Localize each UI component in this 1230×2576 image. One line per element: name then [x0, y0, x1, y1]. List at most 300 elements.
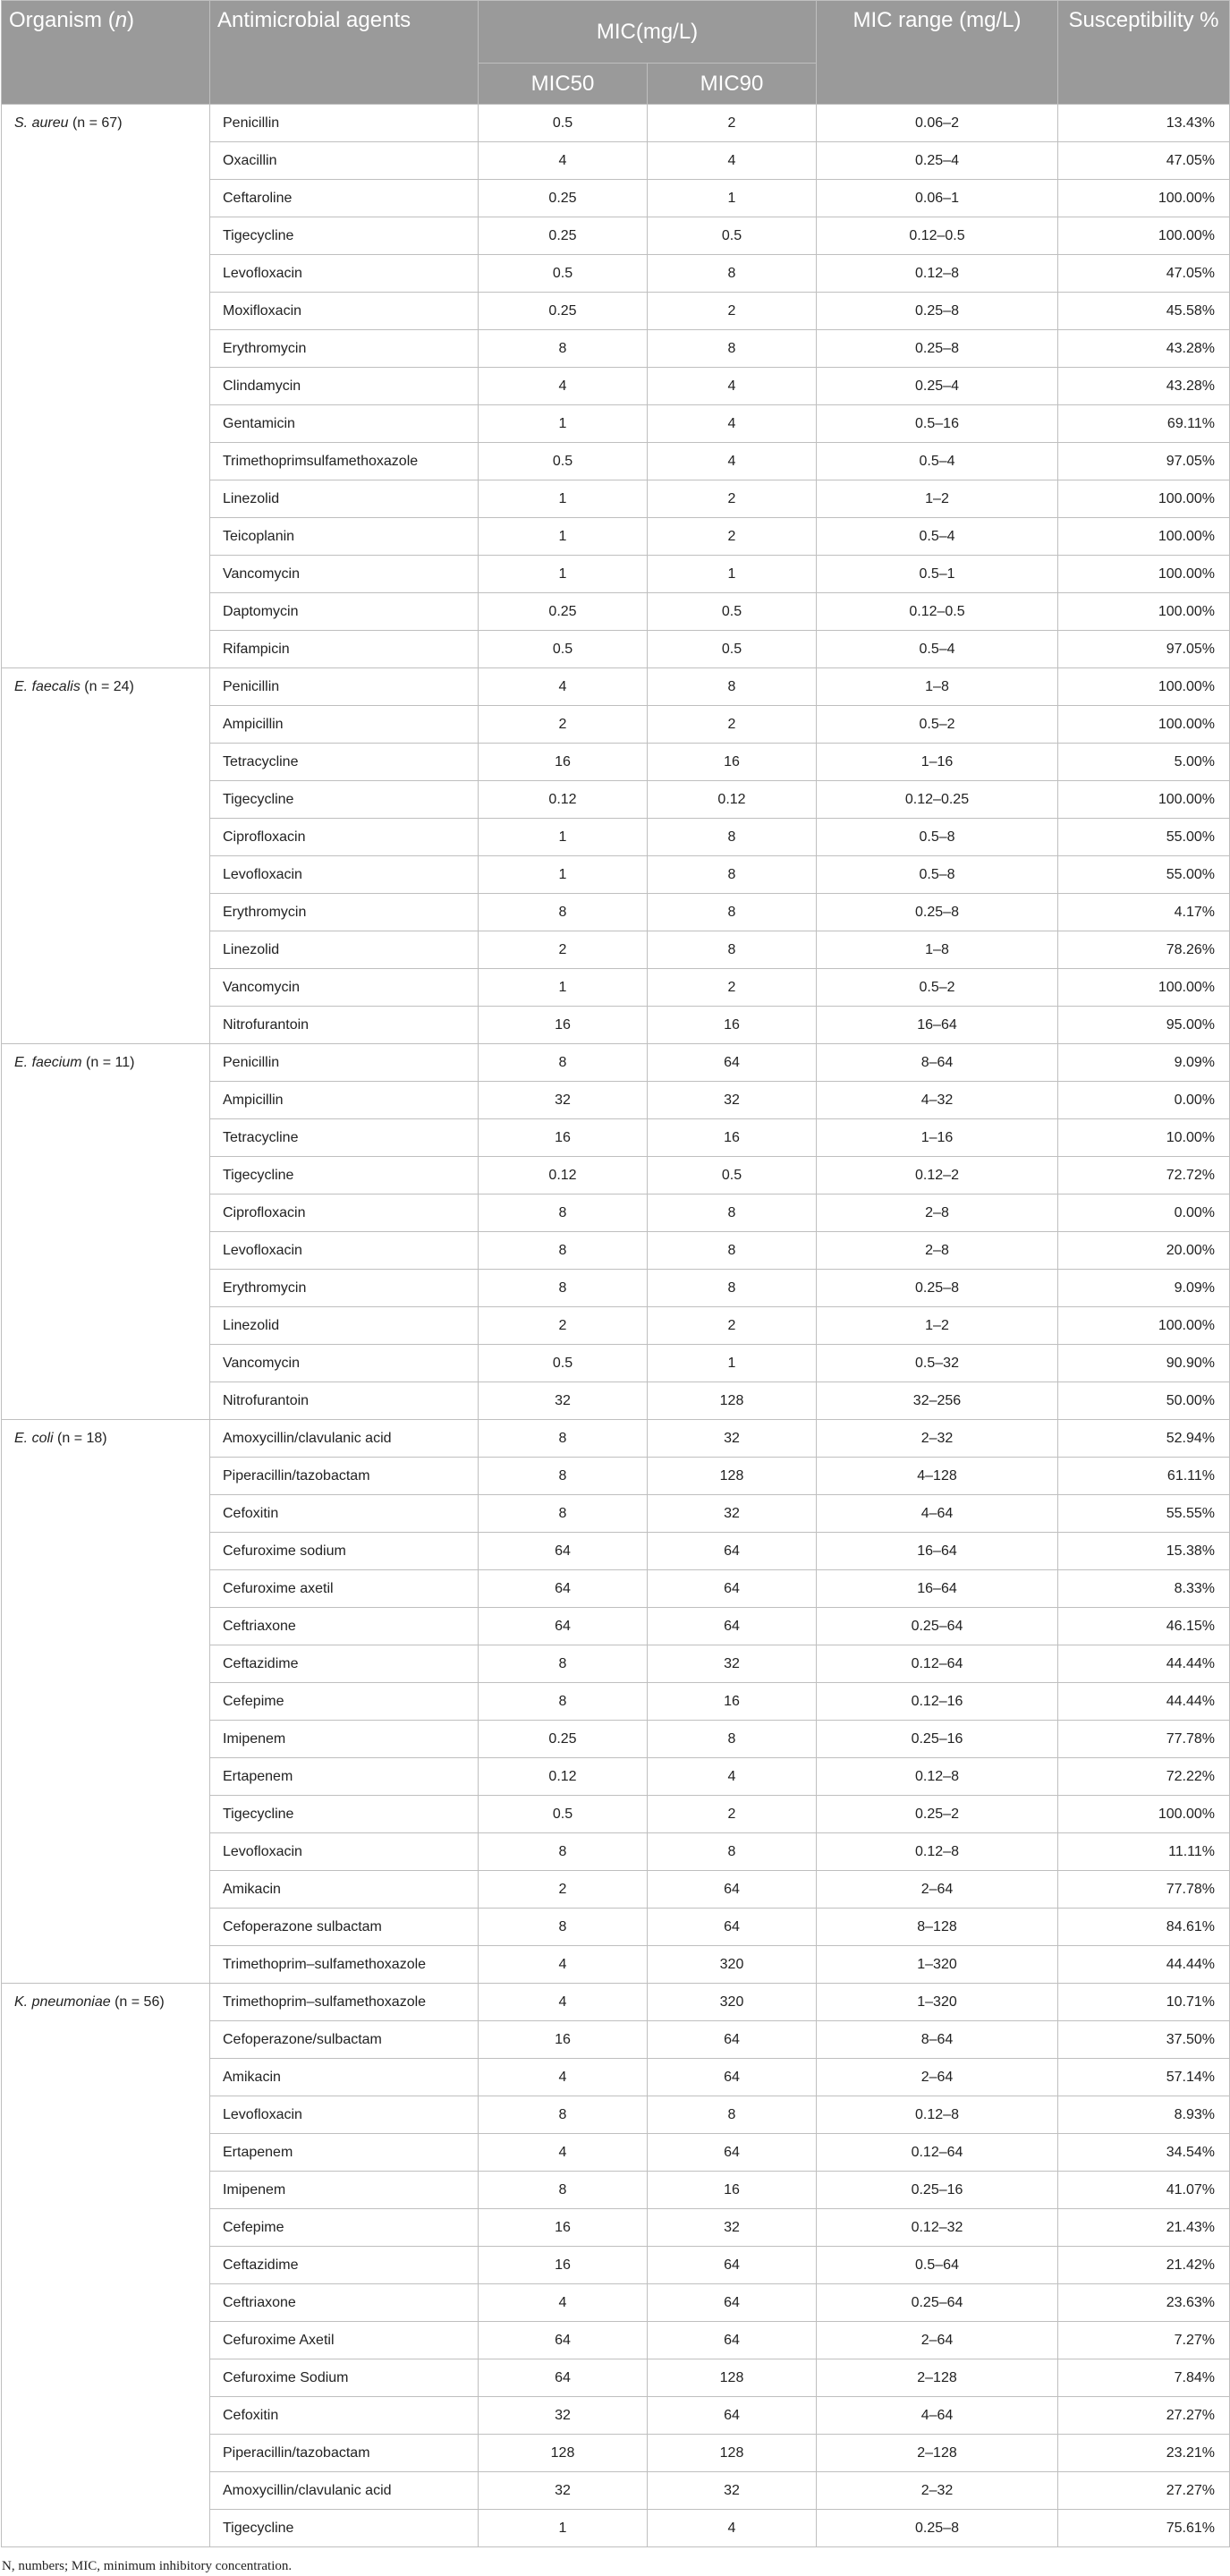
- mic50-cell: 4: [479, 2134, 648, 2172]
- mic50-cell: 16: [479, 1007, 648, 1044]
- header-susceptibility: Susceptibility %: [1058, 1, 1230, 105]
- mic90-cell: 2: [648, 293, 817, 330]
- mic-range-cell: 0.12–0.5: [817, 593, 1058, 631]
- agent-cell: Tetracycline: [210, 1119, 479, 1157]
- mic-range-cell: 0.06–2: [817, 105, 1058, 142]
- mic90-cell: 64: [648, 2397, 817, 2435]
- mic50-cell: 32: [479, 2472, 648, 2510]
- mic90-cell: 64: [648, 1533, 817, 1570]
- agent-cell: Rifampicin: [210, 631, 479, 668]
- mic90-cell: 0.5: [648, 631, 817, 668]
- susceptibility-cell: 45.58%: [1058, 293, 1230, 330]
- mic50-cell: 0.12: [479, 1758, 648, 1796]
- mic90-cell: 0.5: [648, 217, 817, 255]
- agent-cell: Amoxycillin/clavulanic acid: [210, 1420, 479, 1458]
- mic-range-cell: 2–8: [817, 1194, 1058, 1232]
- organism-species: E. faecalis: [14, 679, 81, 694]
- mic50-cell: 0.25: [479, 593, 648, 631]
- susceptibility-cell: 21.42%: [1058, 2247, 1230, 2284]
- mic-range-cell: 0.5–4: [817, 518, 1058, 556]
- mic50-cell: 0.5: [479, 1796, 648, 1833]
- susceptibility-cell: 95.00%: [1058, 1007, 1230, 1044]
- table-footnote: N, numbers; MIC, minimum inhibitory concentration.: [2, 2559, 293, 2573]
- mic50-cell: 128: [479, 2435, 648, 2472]
- mic90-cell: 64: [648, 2021, 817, 2059]
- mic-range-cell: 0.12–64: [817, 2134, 1058, 2172]
- susceptibility-cell: 47.05%: [1058, 142, 1230, 180]
- agent-cell: Ampicillin: [210, 706, 479, 744]
- mic-range-cell: 0.5–4: [817, 443, 1058, 480]
- mic-range-cell: 0.5–16: [817, 405, 1058, 443]
- agent-cell: Nitrofurantoin: [210, 1007, 479, 1044]
- mic90-cell: 8: [648, 1721, 817, 1758]
- mic50-cell: 2: [479, 706, 648, 744]
- table-row: [2, 668, 1230, 706]
- agent-cell: Tetracycline: [210, 744, 479, 781]
- mic90-cell: 2: [648, 105, 817, 142]
- susceptibility-cell: 57.14%: [1058, 2059, 1230, 2096]
- susceptibility-cell: 100.00%: [1058, 969, 1230, 1007]
- organism-species: S. aureu: [14, 115, 69, 131]
- susceptibility-cell: 55.00%: [1058, 856, 1230, 894]
- mic90-cell: 32: [648, 1495, 817, 1533]
- mic50-cell: 8: [479, 1909, 648, 1946]
- mic50-cell: 2: [479, 1307, 648, 1345]
- mic-range-cell: 0.25–2: [817, 1796, 1058, 1833]
- mic90-cell: 128: [648, 1382, 817, 1420]
- organism-species: E. faecium: [14, 1055, 82, 1070]
- mic90-cell: 128: [648, 1458, 817, 1495]
- mic-range-cell: 0.5–1: [817, 556, 1058, 593]
- organism-count: (n = 18): [57, 1431, 107, 1446]
- agent-cell: Amoxycillin/clavulanic acid: [210, 2472, 479, 2510]
- mic90-cell: 64: [648, 1570, 817, 1608]
- agent-cell: Cefoxitin: [210, 1495, 479, 1533]
- susceptibility-cell: 100.00%: [1058, 180, 1230, 217]
- mic-range-cell: 16–64: [817, 1007, 1058, 1044]
- mic-table: [1, 0, 1230, 2547]
- mic50-cell: 8: [479, 894, 648, 931]
- mic90-cell: 64: [648, 2247, 817, 2284]
- susceptibility-cell: 37.50%: [1058, 2021, 1230, 2059]
- susceptibility-cell: 52.94%: [1058, 1420, 1230, 1458]
- susceptibility-cell: 55.55%: [1058, 1495, 1230, 1533]
- agent-cell: Trimethoprim–sulfamethoxazole: [210, 1946, 479, 1984]
- susceptibility-cell: 90.90%: [1058, 1345, 1230, 1382]
- mic90-cell: 8: [648, 819, 817, 856]
- susceptibility-cell: 77.78%: [1058, 1721, 1230, 1758]
- susceptibility-cell: 100.00%: [1058, 781, 1230, 819]
- mic50-cell: 64: [479, 1608, 648, 1645]
- mic-range-cell: 8–64: [817, 2021, 1058, 2059]
- susceptibility-cell: 100.00%: [1058, 706, 1230, 744]
- organism-cell: [2, 105, 210, 668]
- susceptibility-cell: 0.00%: [1058, 1194, 1230, 1232]
- mic50-cell: 32: [479, 2397, 648, 2435]
- mic50-cell: 1: [479, 2510, 648, 2547]
- mic-range-cell: 1–2: [817, 1307, 1058, 1345]
- mic50-cell: 1: [479, 405, 648, 443]
- susceptibility-cell: 55.00%: [1058, 819, 1230, 856]
- organism-species: E. coli: [14, 1431, 54, 1446]
- mic90-cell: 4: [648, 1758, 817, 1796]
- susceptibility-cell: 44.44%: [1058, 1683, 1230, 1721]
- susceptibility-cell: 20.00%: [1058, 1232, 1230, 1270]
- mic-range-cell: 2–64: [817, 1871, 1058, 1909]
- mic50-cell: 1: [479, 969, 648, 1007]
- mic90-cell: 32: [648, 1082, 817, 1119]
- susceptibility-cell: 7.27%: [1058, 2322, 1230, 2359]
- susceptibility-cell: 61.11%: [1058, 1458, 1230, 1495]
- susceptibility-cell: 11.11%: [1058, 1833, 1230, 1871]
- mic50-cell: 8: [479, 1420, 648, 1458]
- mic90-cell: 4: [648, 368, 817, 405]
- table-header: [2, 1, 1230, 105]
- mic50-cell: 0.12: [479, 781, 648, 819]
- susceptibility-cell: 21.43%: [1058, 2209, 1230, 2247]
- mic50-cell: 8: [479, 1833, 648, 1871]
- mic-range-cell: 2–32: [817, 1420, 1058, 1458]
- mic50-cell: 8: [479, 1270, 648, 1307]
- agent-cell: Linezolid: [210, 480, 479, 518]
- mic50-cell: 0.5: [479, 105, 648, 142]
- agent-cell: Ampicillin: [210, 1082, 479, 1119]
- mic50-cell: 16: [479, 1119, 648, 1157]
- mic50-cell: 64: [479, 2322, 648, 2359]
- mic90-cell: 320: [648, 1946, 817, 1984]
- mic50-cell: 4: [479, 1984, 648, 2021]
- agent-cell: Erythromycin: [210, 330, 479, 368]
- mic50-cell: 2: [479, 1871, 648, 1909]
- mic-range-cell: 0.12–0.5: [817, 217, 1058, 255]
- mic90-cell: 0.12: [648, 781, 817, 819]
- mic-range-cell: 0.06–1: [817, 180, 1058, 217]
- mic50-cell: 8: [479, 1194, 648, 1232]
- mic50-cell: 8: [479, 1458, 648, 1495]
- agent-cell: Linezolid: [210, 1307, 479, 1345]
- agent-cell: Trimethoprim–sulfamethoxazole: [210, 1984, 479, 2021]
- mic90-cell: 8: [648, 1232, 817, 1270]
- agent-cell: Erythromycin: [210, 894, 479, 931]
- mic-range-cell: 0.5–4: [817, 631, 1058, 668]
- organism-count: (n = 24): [84, 679, 134, 694]
- agent-cell: Tigecycline: [210, 1796, 479, 1833]
- mic-range-cell: 2–128: [817, 2435, 1058, 2472]
- mic-range-cell: 1–320: [817, 1984, 1058, 2021]
- mic50-cell: 1: [479, 480, 648, 518]
- mic-range-cell: 0.5–64: [817, 2247, 1058, 2284]
- mic50-cell: 4: [479, 668, 648, 706]
- agent-cell: Cefepime: [210, 2209, 479, 2247]
- mic-range-cell: 1–8: [817, 668, 1058, 706]
- header-antimicrobial-agents: Antimicrobial agents: [210, 1, 479, 105]
- agent-cell: Ertapenem: [210, 1758, 479, 1796]
- susceptibility-cell: 4.17%: [1058, 894, 1230, 931]
- mic-range-cell: 0.12–0.25: [817, 781, 1058, 819]
- mic90-cell: 64: [648, 2059, 817, 2096]
- susceptibility-cell: 78.26%: [1058, 931, 1230, 969]
- agent-cell: Daptomycin: [210, 593, 479, 631]
- mic-range-cell: 0.25–4: [817, 368, 1058, 405]
- table-row: [2, 105, 1230, 142]
- mic90-cell: 64: [648, 2284, 817, 2322]
- agent-cell: Levofloxacin: [210, 1833, 479, 1871]
- mic90-cell: 2: [648, 518, 817, 556]
- mic90-cell: 16: [648, 1683, 817, 1721]
- agent-cell: Ceftaroline: [210, 180, 479, 217]
- agent-cell: Imipenem: [210, 1721, 479, 1758]
- susceptibility-cell: 43.28%: [1058, 330, 1230, 368]
- susceptibility-cell: 69.11%: [1058, 405, 1230, 443]
- susceptibility-cell: 8.33%: [1058, 1570, 1230, 1608]
- susceptibility-cell: 77.78%: [1058, 1871, 1230, 1909]
- susceptibility-cell: 100.00%: [1058, 593, 1230, 631]
- agent-cell: Nitrofurantoin: [210, 1382, 479, 1420]
- mic-range-cell: 4–64: [817, 2397, 1058, 2435]
- mic90-cell: 64: [648, 1909, 817, 1946]
- susceptibility-cell: 46.15%: [1058, 1608, 1230, 1645]
- mic50-cell: 8: [479, 1044, 648, 1082]
- mic50-cell: 8: [479, 1232, 648, 1270]
- mic-range-cell: 2–32: [817, 2472, 1058, 2510]
- mic50-cell: 8: [479, 2172, 648, 2209]
- agent-cell: Linezolid: [210, 931, 479, 969]
- mic90-cell: 8: [648, 1194, 817, 1232]
- susceptibility-cell: 100.00%: [1058, 556, 1230, 593]
- agent-cell: Cefoperazone/sulbactam: [210, 2021, 479, 2059]
- table-row: [2, 1420, 1230, 1458]
- agent-cell: Cefepime: [210, 1683, 479, 1721]
- mic50-cell: 16: [479, 2247, 648, 2284]
- mic-range-cell: 1–2: [817, 480, 1058, 518]
- agent-cell: Levofloxacin: [210, 255, 479, 293]
- susceptibility-cell: 100.00%: [1058, 480, 1230, 518]
- mic-range-cell: 1–8: [817, 931, 1058, 969]
- agent-cell: Ceftriaxone: [210, 2284, 479, 2322]
- organism-cell: [2, 668, 210, 1044]
- agent-cell: Clindamycin: [210, 368, 479, 405]
- mic-range-cell: 16–64: [817, 1570, 1058, 1608]
- mic50-cell: 0.25: [479, 217, 648, 255]
- organism-count: (n = 11): [86, 1055, 135, 1070]
- mic50-cell: 16: [479, 744, 648, 781]
- susceptibility-cell: 100.00%: [1058, 217, 1230, 255]
- mic90-cell: 0.5: [648, 1157, 817, 1194]
- mic-range-cell: 0.12–8: [817, 2096, 1058, 2134]
- susceptibility-cell: 44.44%: [1058, 1645, 1230, 1683]
- organism-cell: [2, 1420, 210, 1984]
- mic-range-cell: 32–256: [817, 1382, 1058, 1420]
- mic50-cell: 2: [479, 931, 648, 969]
- susceptibility-cell: 27.27%: [1058, 2397, 1230, 2435]
- mic50-cell: 4: [479, 142, 648, 180]
- mic50-cell: 8: [479, 330, 648, 368]
- susceptibility-cell: 8.93%: [1058, 2096, 1230, 2134]
- susceptibility-cell: 97.05%: [1058, 631, 1230, 668]
- mic90-cell: 0.5: [648, 593, 817, 631]
- susceptibility-cell: 75.61%: [1058, 2510, 1230, 2547]
- susceptibility-cell: 9.09%: [1058, 1044, 1230, 1082]
- mic-range-cell: 0.25–4: [817, 142, 1058, 180]
- mic-range-cell: 2–64: [817, 2322, 1058, 2359]
- mic-range-cell: 16–64: [817, 1533, 1058, 1570]
- mic50-cell: 4: [479, 2059, 648, 2096]
- mic-range-cell: 0.25–16: [817, 2172, 1058, 2209]
- mic90-cell: 32: [648, 2472, 817, 2510]
- agent-cell: Vancomycin: [210, 1345, 479, 1382]
- mic-range-cell: 0.5–2: [817, 969, 1058, 1007]
- mic90-cell: 8: [648, 931, 817, 969]
- table-row: [2, 1984, 1230, 2021]
- mic50-cell: 0.25: [479, 293, 648, 330]
- mic-range-cell: 0.12–2: [817, 1157, 1058, 1194]
- mic90-cell: 320: [648, 1984, 817, 2021]
- mic50-cell: 0.25: [479, 180, 648, 217]
- agent-cell: Gentamicin: [210, 405, 479, 443]
- mic50-cell: 1: [479, 856, 648, 894]
- susceptibility-cell: 100.00%: [1058, 1307, 1230, 1345]
- mic90-cell: 8: [648, 856, 817, 894]
- agent-cell: Cefuroxime axetil: [210, 1570, 479, 1608]
- susceptibility-cell: 44.44%: [1058, 1946, 1230, 1984]
- mic50-cell: 4: [479, 368, 648, 405]
- mic-range-cell: 0.5–8: [817, 819, 1058, 856]
- susceptibility-cell: 41.07%: [1058, 2172, 1230, 2209]
- mic-range-cell: 1–320: [817, 1946, 1058, 1984]
- agent-cell: Amikacin: [210, 2059, 479, 2096]
- mic90-cell: 32: [648, 1420, 817, 1458]
- mic90-cell: 2: [648, 706, 817, 744]
- mic-range-cell: 0.5–2: [817, 706, 1058, 744]
- mic-range-cell: 0.5–8: [817, 856, 1058, 894]
- mic50-cell: 0.5: [479, 443, 648, 480]
- agent-cell: Vancomycin: [210, 556, 479, 593]
- mic90-cell: 64: [648, 1608, 817, 1645]
- mic-range-cell: 0.12–8: [817, 255, 1058, 293]
- mic50-cell: 0.5: [479, 1345, 648, 1382]
- agent-cell: Cefuroxime Sodium: [210, 2359, 479, 2397]
- mic-range-cell: 0.12–32: [817, 2209, 1058, 2247]
- mic90-cell: 4: [648, 443, 817, 480]
- mic90-cell: 2: [648, 969, 817, 1007]
- agent-cell: Cefuroxime sodium: [210, 1533, 479, 1570]
- mic90-cell: 32: [648, 1645, 817, 1683]
- mic50-cell: 16: [479, 2021, 648, 2059]
- mic90-cell: 1: [648, 180, 817, 217]
- mic-range-cell: 0.25–64: [817, 1608, 1058, 1645]
- mic50-cell: 32: [479, 1382, 648, 1420]
- mic90-cell: 8: [648, 2096, 817, 2134]
- agent-cell: Amikacin: [210, 1871, 479, 1909]
- mic90-cell: 16: [648, 1119, 817, 1157]
- agent-cell: Trimethoprimsulfamethoxazole: [210, 443, 479, 480]
- agent-cell: Penicillin: [210, 668, 479, 706]
- susceptibility-cell: 47.05%: [1058, 255, 1230, 293]
- agent-cell: Vancomycin: [210, 969, 479, 1007]
- mic90-cell: 4: [648, 405, 817, 443]
- mic90-cell: 4: [648, 142, 817, 180]
- mic90-cell: 2: [648, 1796, 817, 1833]
- agent-cell: Tigecycline: [210, 1157, 479, 1194]
- agent-cell: Piperacillin/tazobactam: [210, 1458, 479, 1495]
- susceptibility-cell: 23.63%: [1058, 2284, 1230, 2322]
- mic90-cell: 16: [648, 2172, 817, 2209]
- mic90-cell: 8: [648, 255, 817, 293]
- agent-cell: Ceftriaxone: [210, 1608, 479, 1645]
- mic50-cell: 1: [479, 518, 648, 556]
- susceptibility-cell: 43.28%: [1058, 368, 1230, 405]
- agent-cell: Cefoxitin: [210, 2397, 479, 2435]
- susceptibility-cell: 23.21%: [1058, 2435, 1230, 2472]
- mic90-cell: 8: [648, 894, 817, 931]
- organism-count: (n = 56): [115, 1994, 165, 2010]
- mic-range-cell: 0.25–8: [817, 1270, 1058, 1307]
- mic90-cell: 8: [648, 1270, 817, 1307]
- mic50-cell: 4: [479, 2284, 648, 2322]
- susceptibility-cell: 84.61%: [1058, 1909, 1230, 1946]
- mic-range-cell: 0.12–64: [817, 1645, 1058, 1683]
- mic50-cell: 64: [479, 1570, 648, 1608]
- susceptibility-cell: 100.00%: [1058, 518, 1230, 556]
- mic-range-cell: 2–8: [817, 1232, 1058, 1270]
- susceptibility-cell: 13.43%: [1058, 105, 1230, 142]
- mic90-cell: 8: [648, 330, 817, 368]
- mic90-cell: 128: [648, 2435, 817, 2472]
- agent-cell: Imipenem: [210, 2172, 479, 2209]
- mic50-cell: 0.12: [479, 1157, 648, 1194]
- mic50-cell: 64: [479, 2359, 648, 2397]
- header-mic-range: MIC range (mg/L): [817, 1, 1058, 105]
- agent-cell: Cefoperazone sulbactam: [210, 1909, 479, 1946]
- mic50-cell: 32: [479, 1082, 648, 1119]
- header-organism: Organism (n): [2, 1, 210, 105]
- organism-cell: [2, 1984, 210, 2547]
- mic90-cell: 64: [648, 2322, 817, 2359]
- header-mic90: MIC90: [648, 64, 817, 105]
- agent-cell: Penicillin: [210, 1044, 479, 1082]
- susceptibility-cell: 9.09%: [1058, 1270, 1230, 1307]
- mic50-cell: 16: [479, 2209, 648, 2247]
- susceptibility-cell: 72.22%: [1058, 1758, 1230, 1796]
- organism-cell: [2, 1044, 210, 1420]
- agent-cell: Ceftazidime: [210, 1645, 479, 1683]
- mic50-cell: 8: [479, 2096, 648, 2134]
- table-row: [2, 1044, 1230, 1082]
- agent-cell: Ciprofloxacin: [210, 1194, 479, 1232]
- mic-range-cell: 0.12–16: [817, 1683, 1058, 1721]
- mic90-cell: 64: [648, 1871, 817, 1909]
- susceptibility-cell: 10.71%: [1058, 1984, 1230, 2021]
- mic-range-cell: 0.12–8: [817, 1833, 1058, 1871]
- agent-cell: Penicillin: [210, 105, 479, 142]
- mic90-cell: 64: [648, 1044, 817, 1082]
- mic50-cell: 64: [479, 1533, 648, 1570]
- susceptibility-cell: 100.00%: [1058, 668, 1230, 706]
- mic90-cell: 16: [648, 744, 817, 781]
- agent-cell: Moxifloxacin: [210, 293, 479, 330]
- mic50-cell: 0.25: [479, 1721, 648, 1758]
- susceptibility-cell: 5.00%: [1058, 744, 1230, 781]
- agent-cell: Teicoplanin: [210, 518, 479, 556]
- mic90-cell: 1: [648, 556, 817, 593]
- mic-range-cell: 4–64: [817, 1495, 1058, 1533]
- mic50-cell: 8: [479, 1645, 648, 1683]
- mic90-cell: 16: [648, 1007, 817, 1044]
- agent-cell: Levofloxacin: [210, 856, 479, 894]
- table-body: [2, 105, 1230, 2547]
- agent-cell: Cefuroxime Axetil: [210, 2322, 479, 2359]
- mic50-cell: 1: [479, 819, 648, 856]
